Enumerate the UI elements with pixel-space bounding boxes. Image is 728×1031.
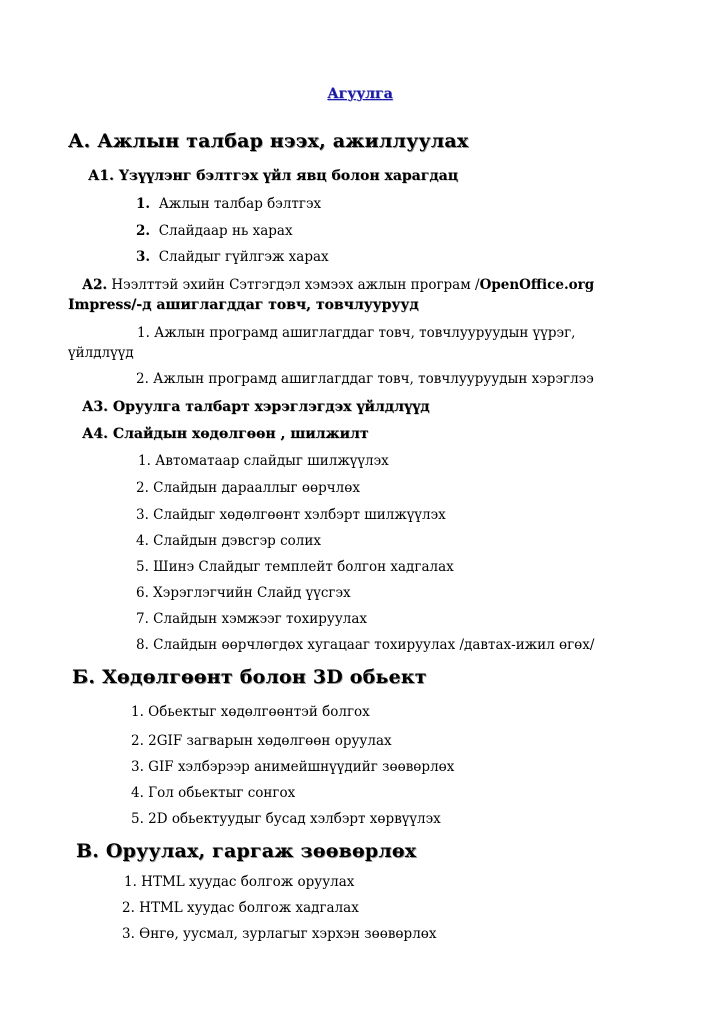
list-item: 3. Слайдыг хөдөлгөөнт хэлбэрт шилжүүлэх [136, 507, 446, 523]
list-item: 6. Хэрэглэгчийн Слайд үүсгэх [136, 585, 351, 601]
section-a-heading: А. Ажлын талбар нээх, ажиллуулах [68, 130, 469, 152]
list-item: 5. 2D обьектуудыг бусад хэлбэрт хөрвүүлэх [131, 811, 441, 827]
a1-heading: А1. Үзүүлэнг бэлтгэх үйл явц болон харагдац [88, 168, 459, 184]
list-item: 4. Гол обьектыг сонгох [131, 785, 296, 801]
list-item: 8. Слайдын өөрчлөгдөх хугацааг тохируулах /давтах-ижил өгөх/ [136, 637, 595, 653]
list-item: 1. HTML хуудас болгож оруулах [124, 874, 355, 890]
list-item: 5. Шинэ Слайдыг темплейт болгон хадгалах [136, 559, 454, 575]
list-item: 3. GIF хэлбэрээр анимейшнүүдийг зөөвөрлөх [131, 759, 455, 775]
list-item: 1. Ажлын талбар бэлтгэх [136, 196, 322, 212]
list-item: 1. Обьектыг хөдөлгөөнтэй болгох [131, 704, 370, 720]
list-item: 2. Слайдын дарааллыг өөрчлөх [136, 480, 360, 496]
list-item: 2. Ажлын програмд ашиглагддаг товч, товчлууруудын хэрэглээ [136, 371, 594, 387]
list-item: 3. Өнгө, уусмал, зурлагыг хэрхэн зөөвөрлөх [122, 926, 437, 942]
list-item: 7. Слайдын хэмжээг тохируулах [136, 611, 368, 627]
a3-heading: А3. Оруулга талбарт хэрэглэгдэх үйлдлүүд [82, 399, 430, 415]
list-item-continuation: үйлдлүүд [68, 345, 134, 361]
list-item: 1. Автоматаар слайдыг шилжүүлэх [138, 453, 389, 469]
list-item: 2. HTML хуудас болгож хадгалах [122, 900, 359, 916]
a2-heading-line1: А2. Нээлттэй эхийн Сэтгэгдэл хэмээх ажлын програм /OpenOffice.org [82, 277, 595, 293]
list-item: 2. 2GIF загварын хөдөлгөөн оруулах [131, 733, 392, 749]
page-title: Агуулга [327, 86, 393, 102]
section-c-heading: В. Оруулах, гаргаж зөөвөрлөх [76, 840, 417, 862]
list-item: 3. Слайдыг гүйлгэж харах [136, 249, 329, 265]
list-item: 2. Слайдаар нь харах [136, 223, 293, 239]
a2-heading-line2: Impress/-д ашиглагддаг товч, товчлуурууд [68, 297, 419, 313]
list-item: 1. Ажлын програмд ашиглагддаг товч, товчлууруудын үүрэг, [137, 325, 576, 341]
a4-heading: А4. Слайдын хөдөлгөөн , шилжилт [82, 426, 369, 442]
list-item: 4. Слайдын дэвсгэр солих [136, 533, 321, 549]
section-b-heading: Б. Хөдөлгөөнт болон 3D обьект [72, 666, 427, 688]
